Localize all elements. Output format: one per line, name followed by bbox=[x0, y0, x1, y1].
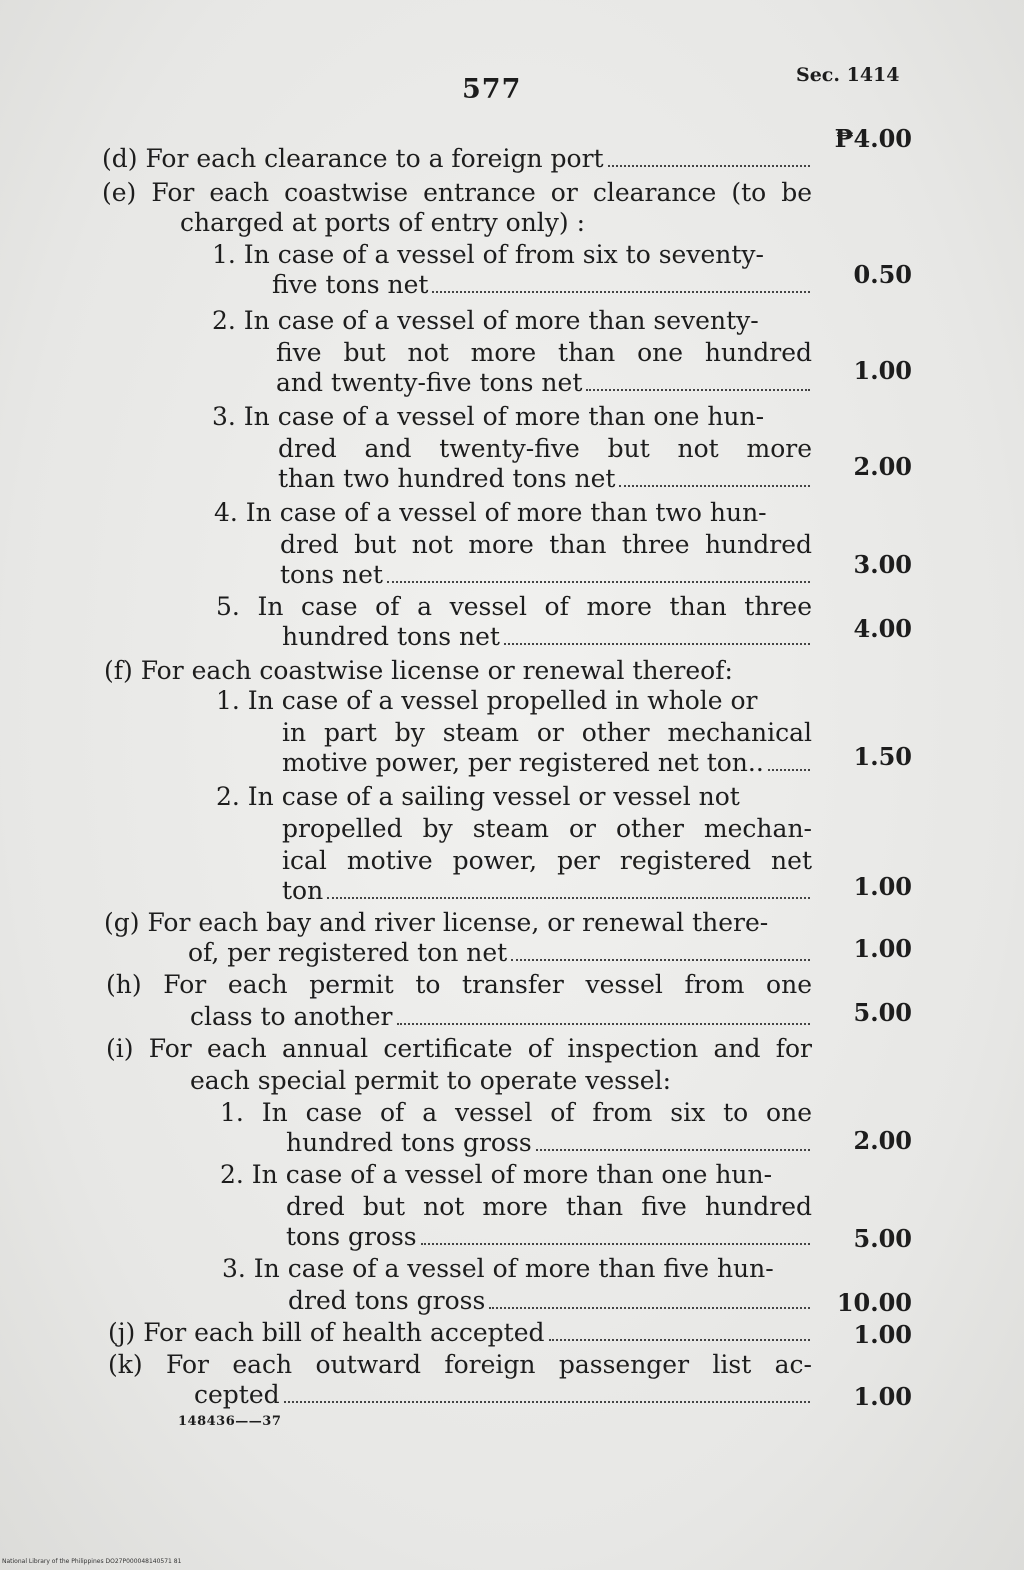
dot-leader bbox=[586, 389, 810, 391]
fee-amount-j: 1.00 bbox=[853, 1320, 912, 1349]
fee-line-e-2: charged at ports of entry only) : bbox=[180, 208, 586, 237]
fee-text: of, per registered ton net bbox=[188, 938, 508, 967]
fee-text: cepted bbox=[194, 1380, 280, 1409]
fee-line-i1-1: 1. In case of a vessel of from six to one bbox=[220, 1098, 812, 1127]
dot-leader bbox=[504, 643, 810, 645]
fee-line-e4-1: 4. In case of a vessel of more than two hun- bbox=[214, 498, 767, 527]
fee-line-e5-1: 5. In case of a vessel of more than three bbox=[216, 592, 812, 621]
dot-leader bbox=[397, 1023, 810, 1025]
fee-line-i2-1: 2. In case of a vessel of more than one hun- bbox=[220, 1160, 773, 1189]
fee-amount-e4: 3.00 bbox=[853, 550, 912, 579]
fee-amount-k: 1.00 bbox=[853, 1382, 912, 1411]
fee-line-k-1: (k) For each outward foreign passenger list ac- bbox=[108, 1350, 812, 1379]
fee-line-f2-3: ical motive power, per registered net bbox=[282, 846, 812, 875]
fee-line-f2-1: 2. In case of a sailing vessel or vessel not bbox=[216, 782, 740, 811]
fee-line-h-1: (h) For each permit to transfer vessel from one bbox=[106, 970, 812, 999]
fee-text: motive power, per registered net ton.. bbox=[282, 748, 764, 777]
section-reference: Sec. 1414 bbox=[796, 64, 900, 86]
fee-line-i3-1: 3. In case of a vessel of more than five hun- bbox=[222, 1254, 774, 1283]
dot-leader bbox=[387, 581, 810, 583]
fee-amount-f2: 1.00 bbox=[853, 872, 912, 901]
fee-line-f1-3 bbox=[282, 748, 812, 778]
dot-leader bbox=[608, 165, 810, 167]
dot-leader bbox=[489, 1307, 810, 1309]
fee-text: tons net bbox=[280, 560, 383, 589]
fee-text: five tons net bbox=[272, 270, 429, 299]
fee-text: than two hundred tons net bbox=[278, 464, 616, 493]
dot-leader bbox=[536, 1149, 810, 1151]
fee-line-e5-2 bbox=[282, 622, 812, 652]
fee-line-h-2 bbox=[190, 1002, 812, 1032]
fee-text: hundred tons gross bbox=[286, 1128, 532, 1157]
fee-line-i1-2 bbox=[286, 1128, 812, 1158]
fee-line-e3-3 bbox=[278, 464, 812, 494]
fee-line-f2-2: propelled by steam or other mechan- bbox=[282, 814, 812, 843]
fee-line-e4-3 bbox=[280, 560, 812, 590]
fee-line-i2-2: dred but not more than five hundred bbox=[286, 1192, 812, 1221]
fee-line-i-2: each special permit to operate vessel: bbox=[190, 1066, 671, 1095]
print-code: 148436——37 bbox=[178, 1414, 282, 1429]
fee-line-e-1: (e) For each coastwise entrance or clearance (to be bbox=[102, 178, 812, 207]
fee-line-e2-2: five but not more than one hundred bbox=[276, 338, 812, 367]
fee-amount-e3: 2.00 bbox=[853, 452, 912, 481]
fee-amount-h: 5.00 bbox=[853, 998, 912, 1027]
fee-amount-i3: 10.00 bbox=[836, 1288, 912, 1317]
dot-leader bbox=[549, 1339, 810, 1341]
fee-line-f-1: (f) For each coastwise license or renewal thereof: bbox=[104, 656, 733, 685]
fee-line-k-2 bbox=[194, 1380, 812, 1410]
fee-line-i2-3 bbox=[286, 1222, 812, 1252]
fee-line-f1-1: 1. In case of a vessel propelled in whole or bbox=[216, 686, 758, 715]
fee-line-i-1: (i) For each annual certificate of inspection and for bbox=[106, 1034, 812, 1063]
fee-line-e1-2 bbox=[272, 270, 812, 300]
fee-text: hundred tons net bbox=[282, 622, 500, 651]
fee-amount-e2: 1.00 bbox=[853, 356, 912, 385]
fee-line-d-1 bbox=[102, 144, 812, 174]
fee-line-e1-1: 1. In case of a vessel of from six to seventy- bbox=[212, 240, 764, 269]
fee-text: class to another bbox=[190, 1002, 393, 1031]
fee-line-i3-2 bbox=[288, 1286, 812, 1316]
fee-text: (j) For each bill of health accepted bbox=[108, 1318, 545, 1347]
fee-line-e2-1: 2. In case of a vessel of more than seventy- bbox=[212, 306, 759, 335]
fee-line-e3-2: dred and twenty-five but not more bbox=[278, 434, 812, 463]
fee-line-e3-1: 3. In case of a vessel of more than one hun- bbox=[212, 402, 765, 431]
fee-text: tons gross bbox=[286, 1222, 417, 1251]
page-number: 577 bbox=[462, 74, 522, 105]
dot-leader bbox=[421, 1243, 810, 1245]
fee-amount-e5: 4.00 bbox=[853, 614, 912, 643]
fee-amount-f1: 1.50 bbox=[853, 742, 912, 771]
fee-amount-e1: 0.50 bbox=[853, 260, 912, 289]
fee-amount-i1: 2.00 bbox=[853, 1126, 912, 1155]
dot-leader bbox=[619, 485, 810, 487]
fee-text: and twenty-five tons net bbox=[276, 368, 583, 397]
fee-line-f2-4 bbox=[282, 876, 812, 906]
fee-text: dred tons gross bbox=[288, 1286, 486, 1315]
fee-line-e4-2: dred but not more than three hundred bbox=[280, 530, 812, 559]
dot-leader bbox=[511, 959, 810, 961]
dot-leader bbox=[432, 291, 810, 293]
fee-line-g-1: (g) For each bay and river license, or renewal there- bbox=[104, 908, 769, 937]
fee-text: (d) For each clearance to a foreign port bbox=[102, 144, 604, 173]
archive-stamp: National Library of the Philippines DO27P000048140571 81 bbox=[2, 1558, 182, 1565]
fee-line-e2-3 bbox=[276, 368, 812, 398]
fee-amount-i2: 5.00 bbox=[853, 1224, 912, 1253]
dot-leader bbox=[327, 897, 810, 899]
fee-amount-d: ₱4.00 bbox=[834, 124, 912, 153]
fee-line-f1-2: in part by steam or other mechanical bbox=[282, 718, 812, 747]
fee-text: ton bbox=[282, 876, 324, 905]
dot-leader bbox=[284, 1401, 810, 1403]
fee-line-j-1 bbox=[108, 1318, 812, 1348]
fee-line-g-2 bbox=[188, 938, 812, 968]
fee-amount-g: 1.00 bbox=[853, 934, 912, 963]
